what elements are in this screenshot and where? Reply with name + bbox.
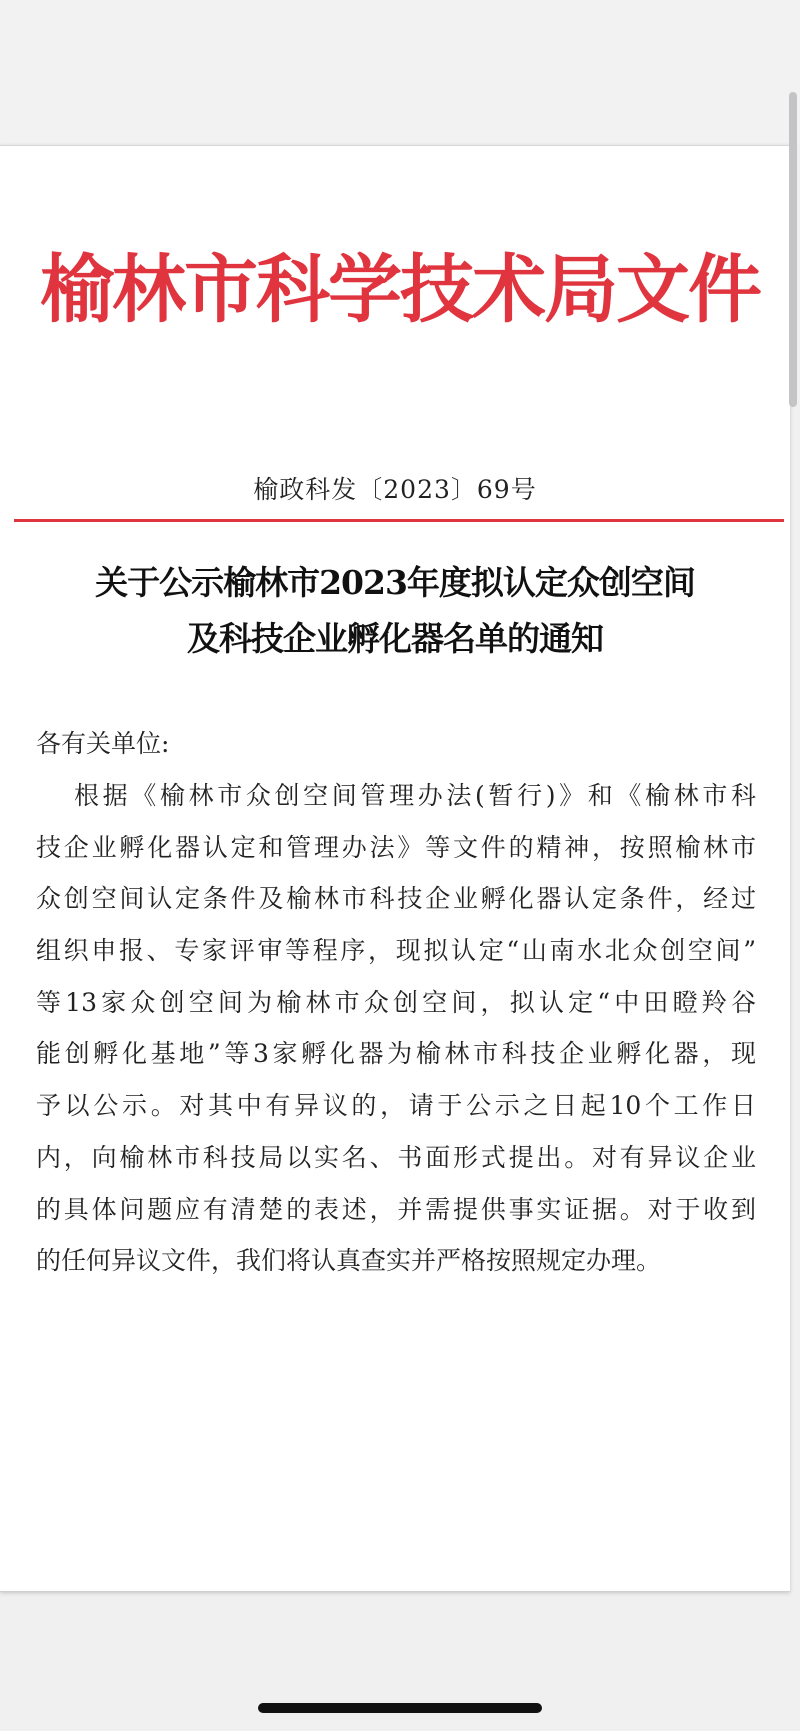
body-line: 技企业孵化器认定和管理办法》等文件的精神，按照榆林市 bbox=[36, 832, 756, 862]
notice-title-line: 关于公示榆林市2023年度拟认定众创空间 bbox=[95, 563, 695, 602]
salutation: 各有关单位: bbox=[36, 729, 170, 758]
body-line: 予以公示。对其中有异议的，请于公示之日起10个工作日 bbox=[36, 1091, 756, 1121]
body-paragraph bbox=[36, 770, 756, 1287]
body-line: 等13家众创空间为榆林市众创空间，拟认定“中田瞪羚谷 bbox=[36, 987, 756, 1017]
body-line: 内，向榆林市科技局以实名、书面形式提出。对有异议企业 bbox=[36, 1142, 756, 1172]
body-line: 的任何异议文件，我们将认真查实并严格按照规定办理。 bbox=[36, 1246, 662, 1276]
body-line: 组织申报、专家评审等程序，现拟认定“山南水北众创空间” bbox=[36, 936, 756, 966]
viewer-top-bar bbox=[0, 0, 800, 145]
red-divider bbox=[14, 519, 784, 522]
notice-title bbox=[20, 555, 770, 667]
doc-number: 榆政科发〔2023〕69号 bbox=[253, 475, 537, 504]
org-header: 榆林市科学技术局文件 bbox=[40, 247, 760, 333]
body-line: 根据《榆林市众创空间管理办法(暂行)》和《榆林市科 bbox=[74, 781, 756, 810]
body-line: 能创孵化基地”等3家孵化器为榆林市科技企业孵化器，现 bbox=[36, 1039, 756, 1069]
vertical-scrollbar[interactable] bbox=[789, 92, 797, 407]
notice-title-line: 及科技企业孵化器名单的通知 bbox=[187, 619, 603, 658]
body-line: 众创空间认定条件及榆林市科技企业孵化器认定条件，经过 bbox=[36, 884, 756, 914]
home-indicator[interactable] bbox=[258, 1703, 542, 1713]
body-line: 的具体问题应有清楚的表述，并需提供事实证据。对于收到 bbox=[36, 1194, 756, 1224]
